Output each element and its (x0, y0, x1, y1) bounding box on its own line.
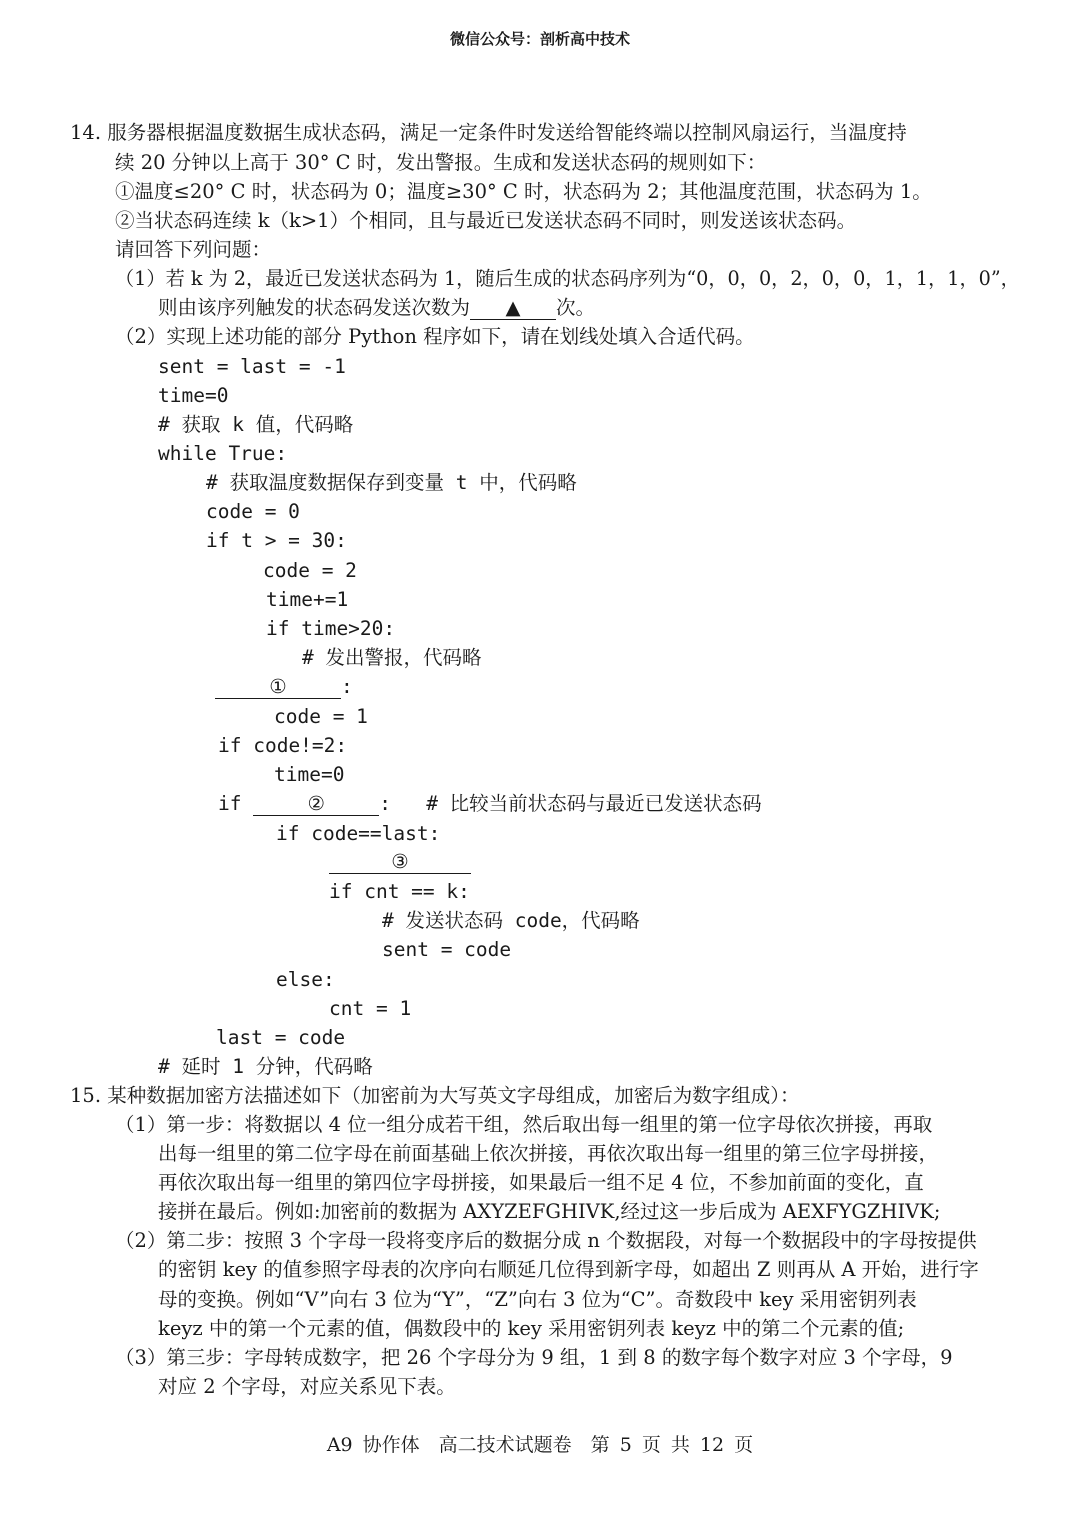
q14-rule2: ②当状态码连续 k（k>1）个相同，且与最近已发送状态码不同时，则发送该状态码。 (115, 209, 857, 232)
code-line: if cnt == k: (329, 880, 470, 903)
answer-blank-triangle: ▲ (470, 297, 556, 320)
q15-step1: （1）第一步：将数据以 4 位一组分成若干组，然后取出每一组里的第一位字母依次拼接，再取 (115, 1113, 933, 1136)
q14-part1-line1: （1）若 k 为 2，最近已发送状态码为 1，随后生成的状态码序列为“0，0，0，2，0，0，1，1，1，0”， (115, 267, 1020, 290)
q15-step1: 接拼在最后。例如:加密前的数据为 AXYZEFGHIVK,经过这一步后成为 AEXFYGZHIVK; (158, 1200, 941, 1223)
code-line: if t > = 30: (206, 529, 347, 552)
page-header: 微信公众号：剖析高中技术 (449, 30, 630, 48)
code-line: last = code (216, 1026, 346, 1049)
answer-blank-3: ③ (329, 851, 471, 874)
q14-line2: 续 20 分钟以上高于 30° C 时，发出警报。生成和发送状态码的规则如下： (115, 151, 767, 174)
q15-step3: （3）第三步：字母转成数字，把 26 个字母分为 9 组，1 到 8 的数字每个数字对应 3 个字母，9 (115, 1346, 953, 1369)
q14-rule1: ①温度≤20° C 时，状态码为 0；温度≥30° C 时，状态码为 2；其他温度范围，状态码为 1。 (115, 180, 932, 203)
code-line-blank2: if ② : # 比较当前状态码与最近已发送状态码 (218, 792, 762, 815)
q14-line1: 14. 服务器根据温度数据生成状态码，满足一定条件时发送给智能终端以控制风扇运行，当温度持 (70, 121, 907, 144)
q15-step2: （2）第二步：按照 3 个字母一段将变序后的数据分成 n 个数据段，对每一个数据段中的字母按提供 (115, 1229, 977, 1252)
code-line: code = 2 (263, 559, 357, 582)
q15-step2: keyz 中的第一个元素的值，偶数段中的 key 采用密钥列表 keyz 中的第二个元素的值; (158, 1317, 905, 1340)
code-line: if code!=2: (218, 734, 348, 757)
q15-step2: 的密钥 key 的值参照字母表的次序向右顺延几位得到新字母，如超出 Z 则再从 A 开始，进行字 (158, 1258, 979, 1281)
code-line: if time>20: (266, 617, 396, 640)
code-line: code = 1 (274, 705, 368, 728)
q14-part1-line2: 则由该序列触发的状态码发送次数为 ▲ 次。 (158, 296, 596, 319)
code-line: time+=1 (266, 588, 349, 611)
q14-prompt: 请回答下列问题： (115, 238, 272, 261)
code-comment: # 发出警报，代码略 (302, 646, 482, 669)
code-line-blank3 (329, 850, 471, 874)
q15-step1: 再依次取出每一组里的第四位字母拼接，如果最后一组不足 4 位，不参加前面的变化，直 (158, 1171, 924, 1194)
q14-part2: （2）实现上述功能的部分 Python 程序如下，请在划线处填入合适代码。 (115, 325, 755, 348)
code-line: cnt = 1 (329, 997, 412, 1020)
code-comment: # 发送状态码 code，代码略 (382, 909, 640, 932)
q15-step3: 对应 2 个字母，对应关系见下表。 (158, 1375, 456, 1398)
answer-blank-2: ② (253, 793, 379, 816)
code-line: time=0 (274, 763, 345, 786)
q15-line1: 15. 某种数据加密方法描述如下（加密前为大写英文字母组成，加密后为数字组成）： (70, 1084, 800, 1107)
q15-step1: 出每一组里的第二位字母在前面基础上依次拼接，再依次取出每一组里的第三位字母拼接， (158, 1142, 939, 1165)
code-line: while True: (158, 442, 288, 465)
answer-blank-1: ① (215, 676, 341, 699)
code-line-blank1: ① : (215, 675, 353, 699)
code-line: else: (276, 968, 335, 991)
code-line: code = 0 (206, 500, 300, 523)
page-footer: A9 协作体 高二技术试题卷 第 5 页 共 12 页 (326, 1434, 754, 1456)
code-comment: # 获取温度数据保存到变量 t 中，代码略 (206, 471, 577, 494)
code-line: sent = code (382, 938, 512, 961)
code-comment: # 获取 k 值，代码略 (158, 413, 354, 436)
code-line: if code==last: (276, 822, 441, 845)
code-line: sent = last = -1 (158, 355, 346, 378)
code-line: time=0 (158, 384, 229, 407)
code-comment: # 延时 1 分钟，代码略 (158, 1055, 373, 1078)
q15-step2: 母的变换。例如“V”向右 3 位为“Y”，“Z”向右 3 位为“C”。奇数段中 key 采用密钥列表 (158, 1288, 917, 1311)
